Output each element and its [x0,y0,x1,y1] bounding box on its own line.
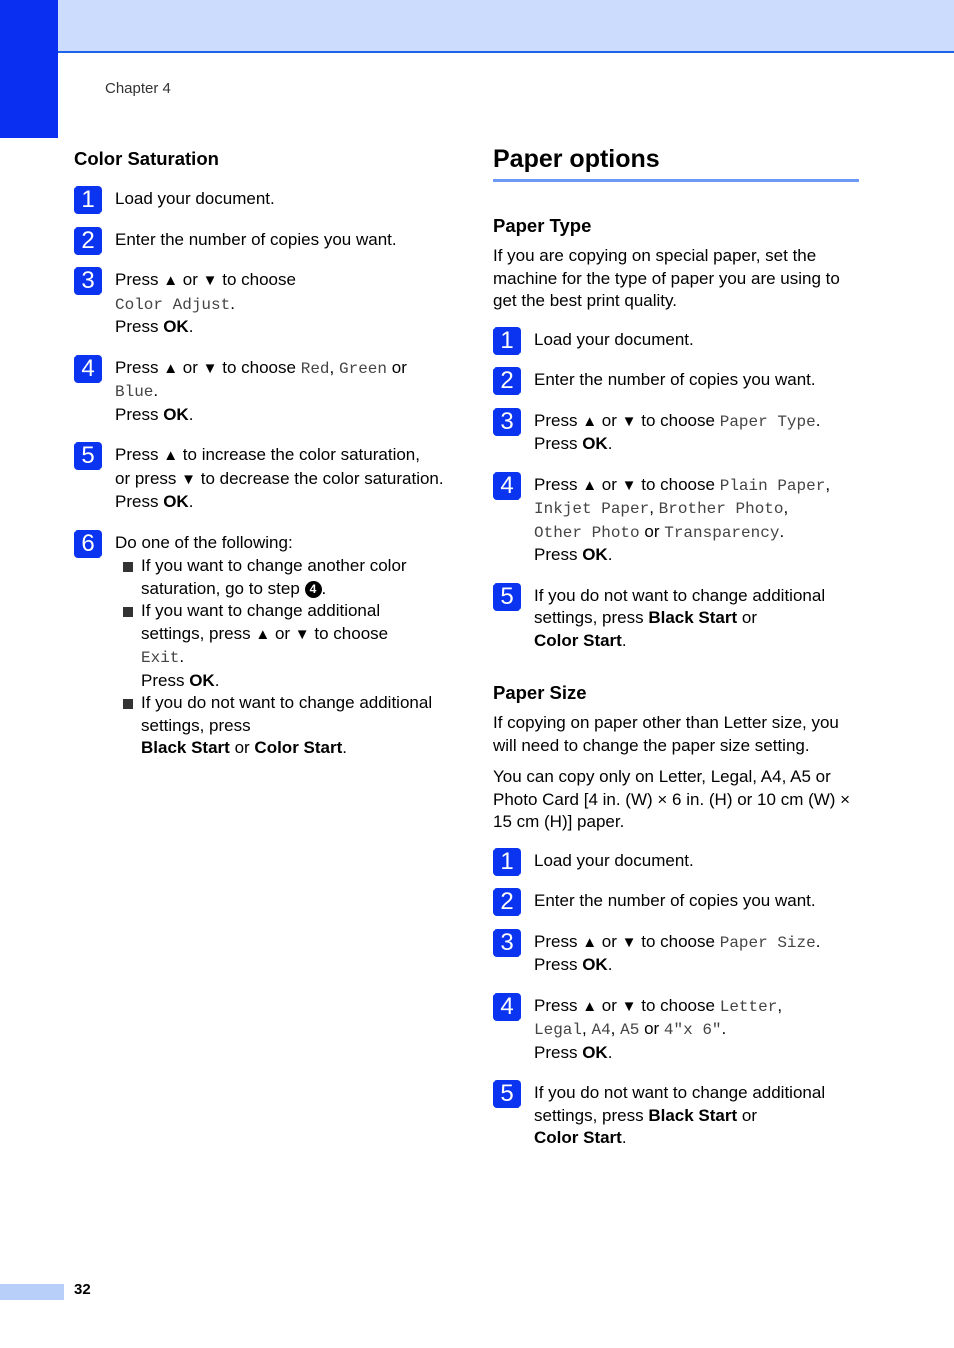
paper-type-intro: If you are copying on special paper, set the machine for the type of paper you are using to get the best print quality. [493,246,840,310]
step-4: 4 Press ▲ or ▼ to choose Red, Green or Blue. Press OK. [74,357,444,427]
black-start-key: Black Start [648,608,738,627]
step-5: 5 If you do not want to change additional settings, press Black Start or Color Start. [493,585,859,653]
down-arrow-icon: ▼ [202,272,218,289]
menu-option: Legal [534,1021,583,1039]
color-start-key: Color Start [534,1128,622,1147]
step-3: 3 Press ▲ or ▼ to choose Color Adjust. Press OK. [74,269,444,339]
up-arrow-icon: ▲ [255,625,271,643]
page-number: 32 [74,1281,91,1298]
down-arrow-icon: ▼ [621,933,637,951]
ok-key: OK [582,955,608,974]
menu-option: Exit [141,649,180,667]
color-saturation-section [74,148,444,778]
header-band [0,0,954,53]
ok-key: OK [163,317,189,336]
menu-option: A5 [620,1021,640,1039]
list-item: If you want to change another color saturation, go to step 4 . [115,555,444,600]
menu-option: Brother Photo [658,500,784,518]
paper-options-section [493,145,859,1168]
menu-option: Red [300,359,330,378]
step-reference-icon: 4 [305,581,322,598]
step-number-2: 2 [74,227,102,255]
ok-key: OK [582,545,608,564]
menu-option: Inkjet Paper [534,500,650,518]
step-number-4: 4 [74,355,102,383]
step-4: 4 Press ▲ or ▼ to choose Plain Paper, Inkjet Paper, Brother Photo, Other Photo or Transparency. Press OK. [493,474,859,567]
ok-key: OK [582,434,608,453]
step-number-1: 1 [493,848,521,876]
down-arrow-icon: ▼ [621,476,637,494]
step-number-1: 1 [74,186,102,214]
step-number-1: 1 [493,327,521,355]
step-number-4: 4 [493,993,521,1021]
step-2: 2 Enter the number of copies you want. [493,890,859,913]
section-title: Color Saturation [74,148,219,169]
menu-option: Paper Type [719,412,816,431]
menu-option: Paper Size [719,933,816,952]
color-start-key: Color Start [534,630,622,650]
up-arrow-icon: ▲ [582,476,598,494]
up-arrow-icon: ▲ [163,272,179,289]
down-arrow-icon: ▼ [181,470,197,488]
step-number-3: 3 [74,267,102,295]
step-2: 2 Enter the number of copies you want. [74,229,444,252]
paper-size-note: You can copy only on Letter, Legal, A4, A5 or Photo Card [4 in. (W) × 6 in. (H) or 10 cm (W) × 15 cm (H)] paper. [493,767,851,831]
step-4: 4 Press ▲ or ▼ to choose Letter, Legal, A4, A5 or 4"x 6". Press OK. [493,995,859,1065]
up-arrow-icon: ▲ [582,997,598,1015]
page-title: Paper options [493,145,859,182]
step-number-3: 3 [493,929,521,957]
ok-key: OK [189,670,215,690]
chapter-tab [0,0,58,138]
menu-option: Transparency [664,523,780,542]
menu-option: Letter [719,997,778,1016]
paper-type-heading: Paper Type [493,215,592,236]
step-number-3: 3 [493,408,521,436]
down-arrow-icon: ▼ [294,625,310,643]
up-arrow-icon: ▲ [582,933,598,951]
list-item: If you do not want to change additional settings, press Black Start or Color Start. [115,692,444,760]
step-1: 1 Load your document. [74,188,444,211]
paper-size-heading: Paper Size [493,682,587,703]
menu-option: Color Adjust [115,295,231,314]
down-arrow-icon: ▼ [202,359,218,377]
step-5: 5 Press ▲ to increase the color saturation, or press ▼ to decrease the color saturation. Press OK. [74,444,444,514]
menu-option: Green [338,359,387,378]
down-arrow-icon: ▼ [621,997,637,1015]
step-number-2: 2 [493,888,521,916]
footer-band [0,1284,64,1300]
step-6: 6 Do one of the following: If you want to change another color saturation, go to step 4 . If you want to change additional settings, press ▲ or ▼ to choose Exit. Press OK. If you do not want to change additional settings, press Black Start or Color Start. [74,532,444,760]
step-number-5: 5 [74,442,102,470]
step-5: 5 If you do not want to change additional settings, press Black Start or Color Start. [493,1082,859,1150]
menu-option: Blue [115,383,154,401]
menu-option: Other Photo [534,523,640,542]
step-number-4: 4 [493,472,521,500]
step-1: 1 Load your document. [493,329,859,352]
down-arrow-icon: ▼ [621,412,637,430]
step-3: 3 Press ▲ or ▼ to choose Paper Type. Press OK. [493,410,859,456]
step-3: 3 Press ▲ or ▼ to choose Paper Size. Press OK. [493,931,859,977]
menu-option: A4 [591,1021,611,1039]
ok-key: OK [163,492,189,511]
step-number-5: 5 [493,583,521,611]
option-list [115,555,444,760]
up-arrow-icon: ▲ [582,412,598,430]
ok-key: OK [582,1042,608,1062]
step-number-6: 6 [74,530,102,558]
color-start-key: Color Start [254,738,343,757]
step-2: 2 Enter the number of copies you want. [493,369,859,392]
menu-option: 4"x 6" [663,1021,722,1039]
up-arrow-icon: ▲ [163,359,179,377]
step-number-5: 5 [493,1080,521,1108]
list-item: If you want to change additional settings, press ▲ or ▼ to choose Exit. Press OK. [115,600,444,692]
menu-option: Plain Paper [719,476,826,495]
up-arrow-icon: ▲ [163,447,179,464]
black-start-key: Black Start [648,1105,738,1125]
black-start-key: Black Start [141,738,230,757]
step-number-2: 2 [493,367,521,395]
paper-size-intro: If copying on paper other than Letter size, you will need to change the paper size setting. [493,713,839,755]
ok-key: OK [163,404,189,424]
chapter-label: Chapter 4 [105,80,171,97]
step-1: 1 Load your document. [493,850,859,873]
